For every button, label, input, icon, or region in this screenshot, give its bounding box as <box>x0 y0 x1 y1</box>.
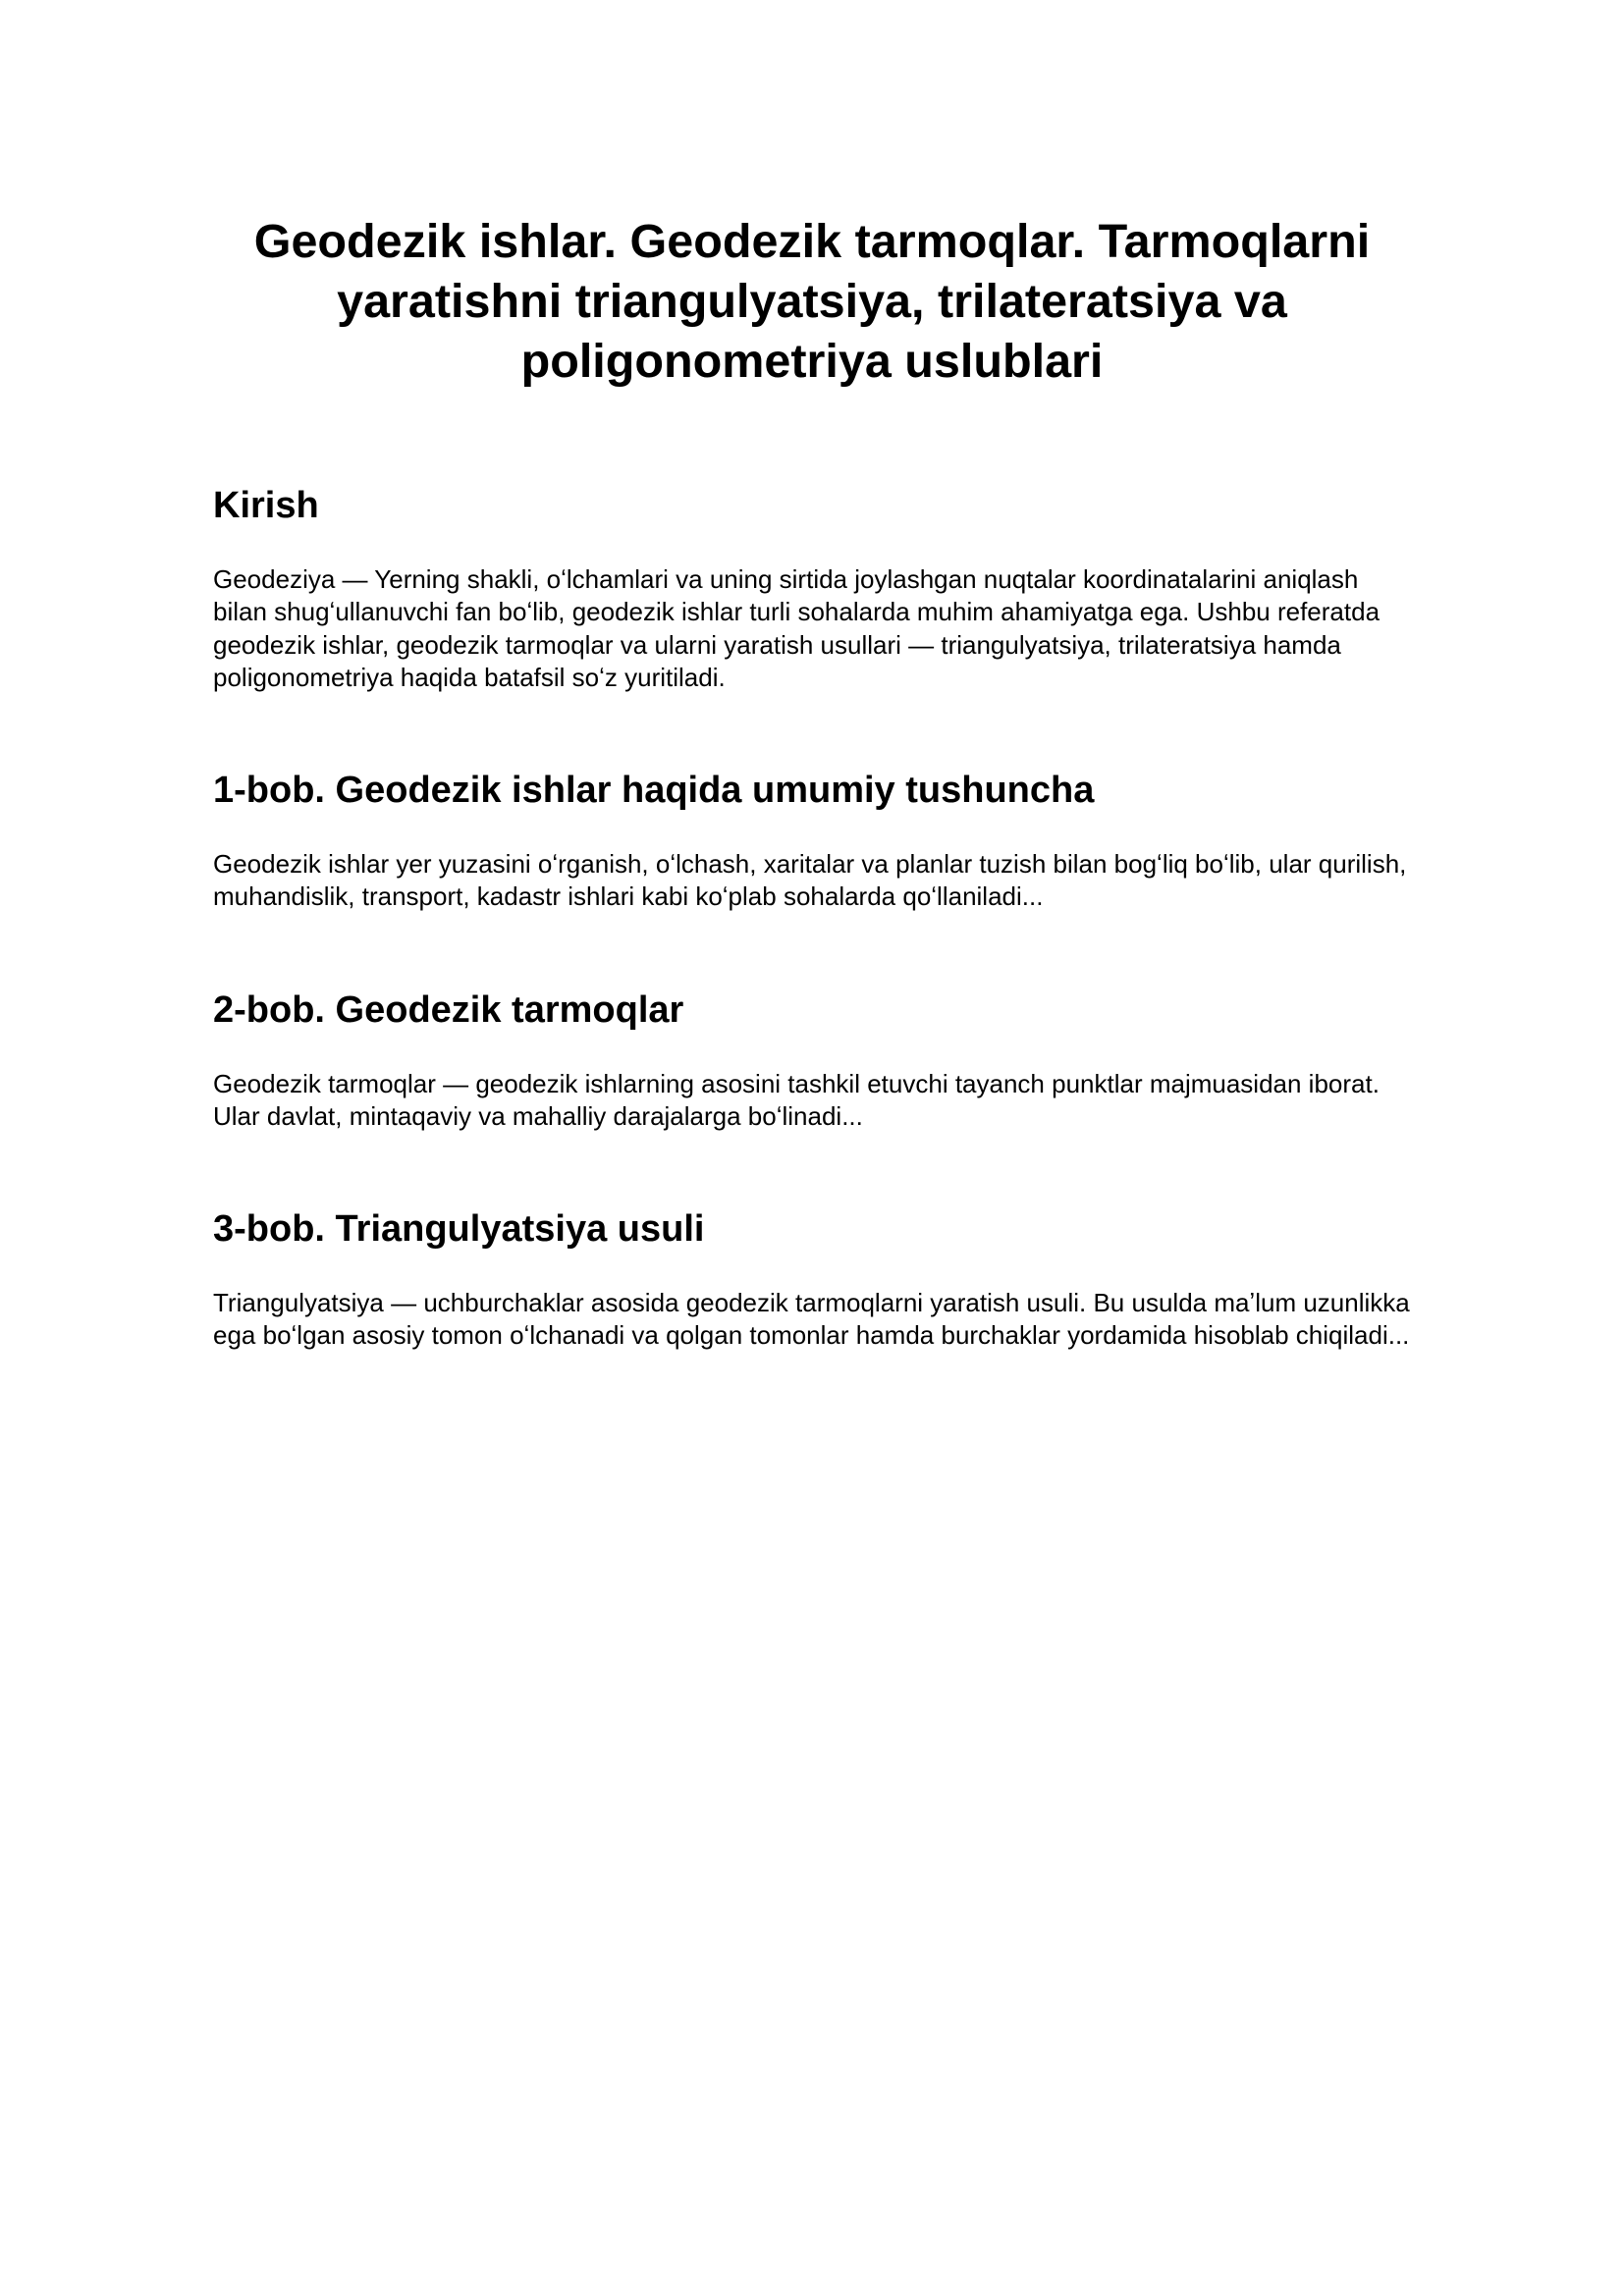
section-heading: 1-bob. Geodezik ishlar haqida umumiy tushuncha <box>213 770 1095 811</box>
section-paragraph: Geodezik ishlar yer yuzasini oʻrganish, oʻlchash, xaritalar va planlar tuzish bilan bogʻliq boʻlib, ular qurilish, muhandislik, transport, kadastr ishlari kabi koʻplab sohalarda qoʻllaniladi... <box>213 849 1407 912</box>
section-chapter-3 <box>213 1206 1411 1353</box>
document-page <box>213 212 1411 1351</box>
section-heading: Kirish <box>213 485 319 526</box>
document-title: Geodezik ishlar. Geodezik tarmoqlar. Tarmoqlarni yaratishni triangulyatsiya, trilateratsiya va poligonometriya uslublari <box>253 215 1371 388</box>
section-paragraph: Geodezik tarmoqlar — geodezik ishlarning asosini tashkil etuvchi tayanch punktlar majmuasidan iborat. Ular davlat, mintaqaviy va mahalliy darajalarga boʻlinadi... <box>213 1069 1380 1132</box>
section-chapter-1 <box>213 768 1411 914</box>
section-heading: 3-bob. Triangulyatsiya usuli <box>213 1208 705 1250</box>
section-paragraph: Geodeziya — Yerning shakli, oʻlchamlari va uning sirtida joylashgan nuqtalar koordinatalarini aniqlash bilan shugʻullanuvchi fan boʻlib, geodezik ishlar turli sohalarda muhim ahamiyatga ega. Ushbu referatda geodezik ishlar, geodezik tarmoqlar va ularni yaratish usullari — triangulyatsiya, trilateratsiya hamda poligonometriya haqida batafsil soʻz yuritiladi. <box>213 564 1380 692</box>
section-introduction <box>213 483 1411 694</box>
section-heading: 2-bob. Geodezik tarmoqlar <box>213 989 684 1031</box>
section-chapter-2 <box>213 988 1411 1134</box>
section-paragraph: Triangulyatsiya — uchburchaklar asosida geodezik tarmoqlarni yaratish usuli. Bu usulda maʼlum uzunlikka ega boʻlgan asosiy tomon oʻlchanadi va qolgan tomonlar hamda burchaklar yordamida hisoblab chiqiladi... <box>213 1288 1410 1351</box>
